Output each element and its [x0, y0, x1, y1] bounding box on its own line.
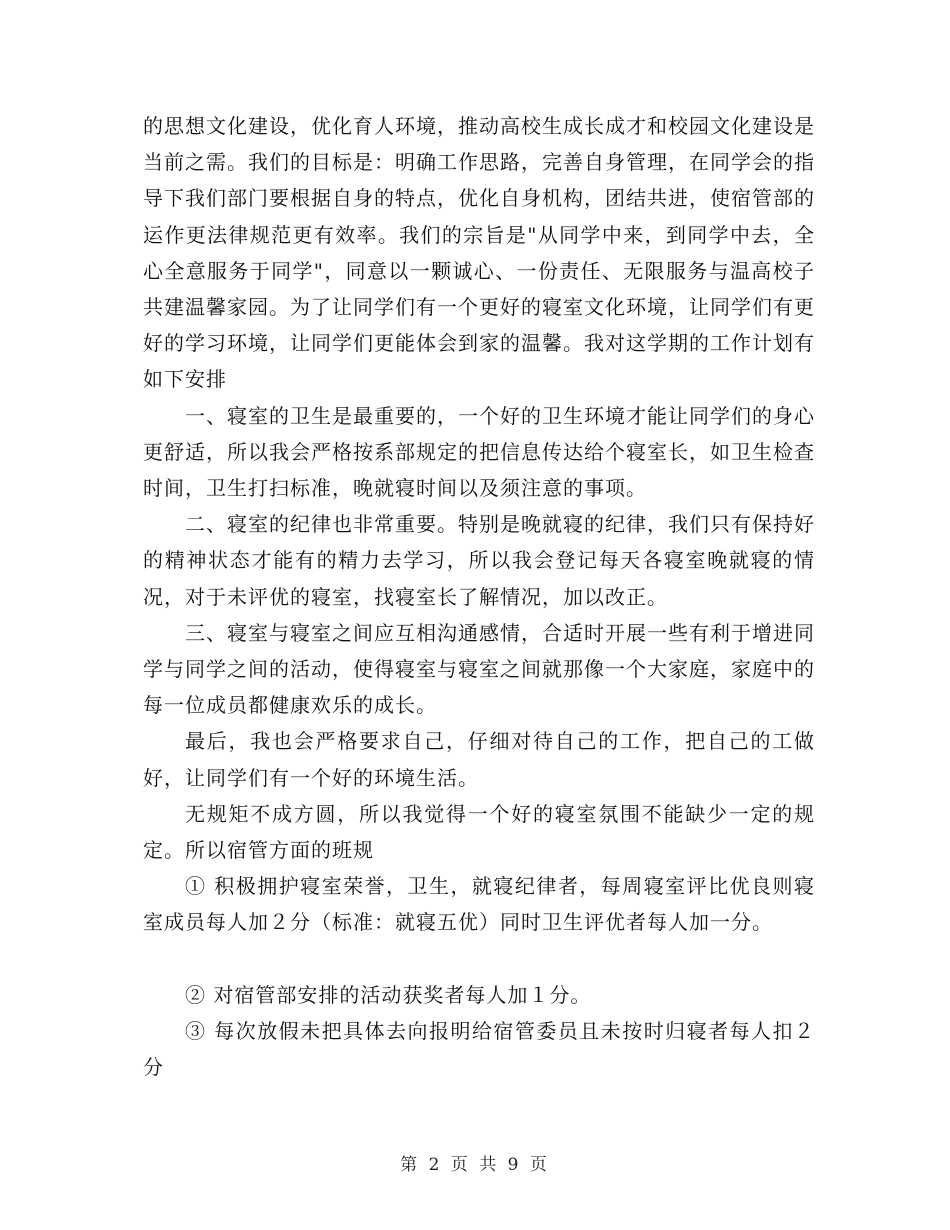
paragraph-rules-intro: 无规矩不成方圆，所以我觉得一个好的寝室氛围不能缺少一定的规定。所以宿管方面的班规 — [143, 801, 815, 863]
rule-item-1: ① 积极拥护寝室荣誉，卫生，就寝纪律者，每周寝室评比优良则寝室成员每人加２分（标准：就寝五优）同时卫生评优者每人加一分。 — [143, 874, 815, 935]
document-body — [143, 108, 815, 1085]
rule-item-2: ② 对宿管部安排的活动获奖者每人加１分。 — [185, 982, 592, 1007]
page-number-footer: 第 2 页 共 9 页 — [400, 1155, 550, 1175]
paragraph-intro: 的思想文化建设，优化育人环境，推动高校生成长成才和校园文化建设是当前之需。我们的目标是：明确工作思路，完善自身管理，在同学会的指导下我们部门要根据自身的特点，优化自身机构，团结共进，使宿管部的运作更法律规范更有效率。我们的宗旨是"从同学中来，到同学中去，全心全意服务于同学"，同意以一颗诚心、一份责任、无限服务与温高校子共建温馨家园。为了让同学们有一个更好的寝室文化环境，让同学们有更好的学习环境，让同学们更能体会到家的温馨。我对这学期的工作计划有如下安排 — [143, 114, 815, 392]
paragraph-item-hygiene: 一、寝室的卫生是最重要的，一个好的卫生环境才能让同学们的身心更舒适，所以我会严格按系部规定的把信息传达给个寝室长，如卫生检查时间，卫生打扫标准，晚就寝时间以及须注意的事项。 — [143, 403, 815, 501]
paragraph-item-communication: 三、寝室与寝室之间应互相沟通感情，合适时开展一些有利于增进同学与同学之间的活动，使得寝室与寝室之间就那像一个大家庭，家庭中的每一位成员都健康欢乐的成长。 — [143, 620, 815, 718]
paragraph-conclusion: 最后，我也会严格要求自己，仔细对待自己的工作，把自己的工做好，让同学们有一个好的环境生活。 — [143, 729, 815, 790]
paragraph-item-discipline: 二、寝室的纪律也非常重要。特别是晚就寝的纪律，我们只有保持好的精神状态才能有的精力去学习，所以我会登记每天各寝室晚就寝的情况，对于未评优的寝室，找寝室长了解情况，加以改正。 — [143, 512, 815, 609]
rule-item-3: ③ 每次放假未把具体去向报明给宿管委员且未按时归寝者每人扣２分 — [143, 1018, 815, 1080]
